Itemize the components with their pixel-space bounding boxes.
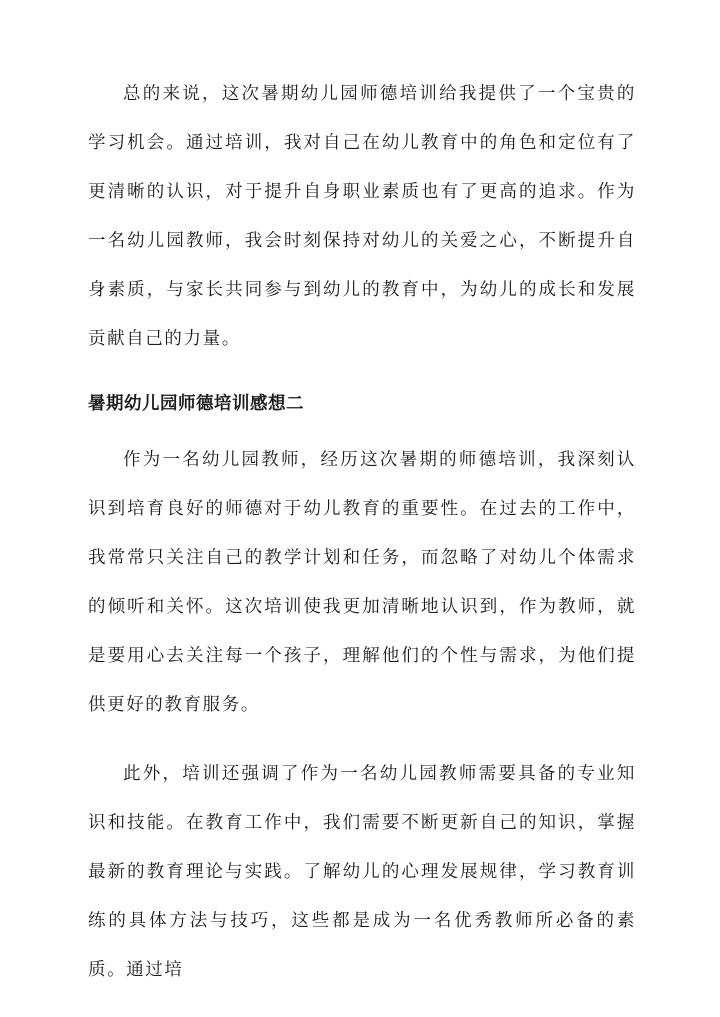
paragraph-summary: 总的来说，这次暑期幼儿园师德培训给我提供了一个宝贵的学习机会。通过培训，我对自己在幼儿教育中的角色和定位有了更清晰的认识，对于提升自身职业素质也有了更高的追求。作为一名幼儿园教师，我会时刻保持对幼儿的关爱之心，不断提升自身素质，与家长共同参与到幼儿的教育中，为幼儿的成长和发展贡献自己的力量。 bbox=[88, 84, 636, 349]
paragraph-reflection-1: 作为一名幼儿园教师，经历这次暑期的师德培训，我深刻认识到培育良好的师德对于幼儿教育的重要性。在过去的工作中，我常常只关注自己的教学计划和任务，而忽略了对幼儿个体需求的倾听和关怀。这次培训使我更加清晰地认识到，作为教师，就是要用心去关注每一个孩子，理解他们的个性与需求，为他们提供更好的教育服务。 bbox=[88, 450, 636, 715]
paragraph-reflection-2: 此外，培训还强调了作为一名幼儿园教师需要具备的专业知识和技能。在教育工作中，我们需要不断更新自己的知识，掌握最新的教育理论与实践。了解幼儿的心理发展规律，学习教育训练的具体方法与技巧，这些都是成为一名优秀教师所必备的素质。通过培 bbox=[88, 764, 636, 980]
section-heading: 暑期幼儿园师德培训感想二 bbox=[88, 394, 304, 414]
document-page bbox=[88, 70, 636, 1015]
